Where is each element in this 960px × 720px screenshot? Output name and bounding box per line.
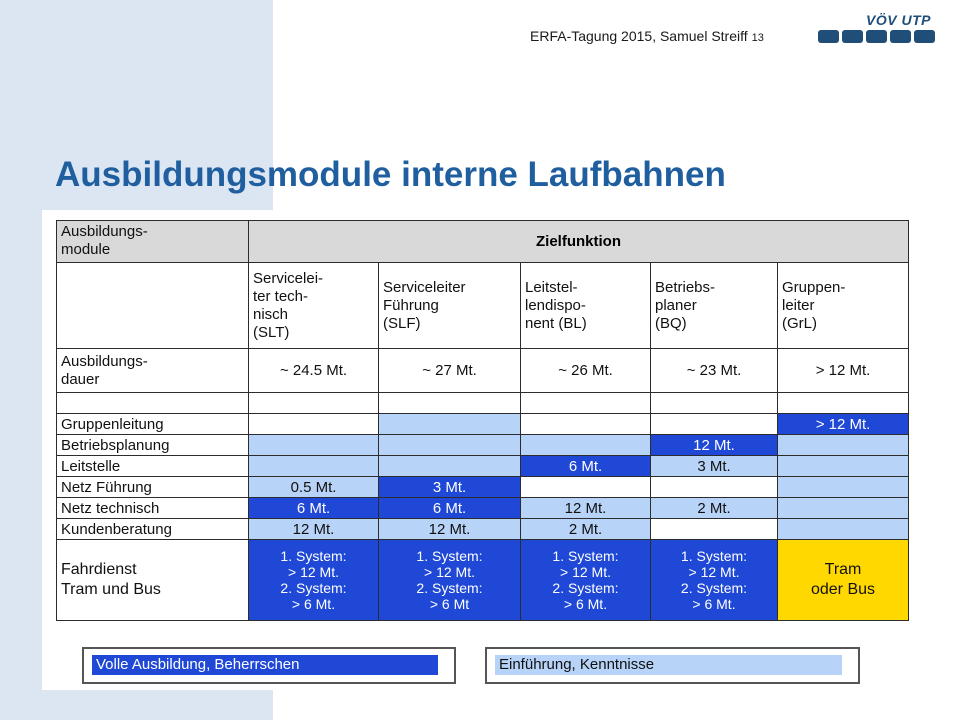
- module-cell: [379, 435, 521, 456]
- column-header-text: Serviceleiter Führung (SLF): [383, 278, 466, 332]
- duration-cell: [379, 349, 521, 393]
- logo-bar: [866, 30, 887, 43]
- spacer-cell: [521, 393, 651, 414]
- module-cell-value: 6 Mt.: [568, 457, 603, 475]
- module-cell: [249, 435, 379, 456]
- module-cell: [651, 519, 778, 540]
- module-cell: [521, 477, 651, 498]
- column-header-text: Leitstel- lendispo- nent (BL): [525, 278, 587, 332]
- fahrdienst-cell: [379, 540, 521, 621]
- module-cell: [651, 435, 778, 456]
- module-cell-value: 2 Mt.: [568, 520, 603, 538]
- fahrdienst-cell: [249, 540, 379, 621]
- duration-row: [57, 349, 909, 393]
- module-row: [57, 435, 909, 456]
- duration-cell: [249, 349, 379, 393]
- spacer-row: [57, 393, 909, 414]
- logo: [866, 12, 931, 28]
- module-label: [57, 456, 249, 477]
- table-area: [42, 210, 933, 690]
- column-header-bl: [521, 263, 651, 349]
- module-cell: [651, 414, 778, 435]
- module-cell: [379, 456, 521, 477]
- spacer-cell: [651, 393, 778, 414]
- module-cell: [379, 519, 521, 540]
- column-header-row: [57, 263, 909, 349]
- column-header-text: Servicelei- ter tech- nisch (SLT): [253, 269, 324, 341]
- logo-bar: [914, 30, 935, 43]
- fahrdienst-cell-text: 1. System: > 12 Mt. 2. System: > 6 Mt.: [280, 548, 347, 612]
- duration-value: ~ 26 Mt.: [558, 362, 613, 379]
- module-label-text: Kundenberatung: [61, 520, 172, 538]
- module-cell-value: 12 Mt.: [693, 436, 735, 454]
- module-cell: [521, 498, 651, 519]
- fahrdienst-label-text: Fahrdienst Tram und Bus: [61, 561, 161, 598]
- module-label: [57, 435, 249, 456]
- legend-full: [82, 647, 456, 684]
- fahrdienst-cell-text: 1. System: > 12 Mt. 2. System: > 6 Mt.: [552, 548, 619, 612]
- fahrdienst-row: [57, 540, 909, 621]
- module-cell: [521, 456, 651, 477]
- slide-title: Ausbildungsmodule interne Laufbahnen: [55, 155, 726, 194]
- module-label-text: Netz Führung: [61, 478, 152, 496]
- column-header-grl: [778, 263, 909, 349]
- module-cell: [778, 435, 909, 456]
- module-cell: [249, 498, 379, 519]
- module-row: [57, 498, 909, 519]
- module-cell: [249, 519, 379, 540]
- module-label: [57, 498, 249, 519]
- module-cell: [521, 435, 651, 456]
- fahrdienst-cell-text: 1. System: > 12 Mt. 2. System: > 6 Mt.: [680, 548, 748, 612]
- module-label-text: Leitstelle: [61, 457, 121, 475]
- module-cell: [249, 477, 379, 498]
- logo-bar: [818, 30, 839, 43]
- module-cell-value: 6 Mt.: [432, 499, 467, 517]
- module-cell: [778, 477, 909, 498]
- module-cell: [379, 477, 521, 498]
- module-cell: [651, 477, 778, 498]
- column-header-text: Betriebs- planer (BQ): [655, 278, 716, 332]
- spacer-cell: [379, 393, 521, 414]
- legend-full-swatch: [92, 655, 438, 675]
- module-cell: [778, 414, 909, 435]
- header-event-text: [530, 28, 764, 44]
- spacer-cell: [57, 393, 249, 414]
- module-cell-value: 12 Mt.: [428, 520, 471, 538]
- column-header-slt: [249, 263, 379, 349]
- corner-label: [57, 221, 249, 263]
- module-cell-value: 2 Mt.: [697, 499, 731, 517]
- fahrdienst-cell: [651, 540, 778, 621]
- fahrdienst-cell-text: Tram oder Bus: [810, 561, 876, 598]
- module-cell-value: 3 Mt.: [697, 457, 731, 475]
- corner-label-text: Ausbildungs- module: [61, 223, 148, 258]
- module-cell-value: > 12 Mt.: [815, 415, 871, 433]
- table-header-row: [57, 221, 909, 263]
- duration-value: ~ 23 Mt.: [686, 362, 742, 379]
- fahrdienst-cell-text: 1. System: > 12 Mt. 2. System: > 6 Mt: [416, 548, 483, 612]
- logo-bar: [890, 30, 911, 43]
- module-row: [57, 519, 909, 540]
- spacer-cell: [778, 393, 909, 414]
- target-function-header: [249, 221, 909, 263]
- fahrdienst-cell: [521, 540, 651, 621]
- module-row: [57, 414, 909, 435]
- module-cell: [249, 456, 379, 477]
- module-label-text: Gruppenleitung: [61, 415, 164, 433]
- module-cell: [521, 519, 651, 540]
- module-label: [57, 477, 249, 498]
- module-cell-value: 12 Mt.: [292, 520, 335, 538]
- legend-light: [485, 647, 860, 684]
- legend-full-label: Volle Ausbildung, Beherrschen: [96, 656, 300, 673]
- duration-label-text: Ausbildungs- dauer: [61, 352, 148, 388]
- training-modules-table: [56, 220, 909, 621]
- module-cell: [778, 498, 909, 519]
- column-header-slf: [379, 263, 521, 349]
- module-cell-value: 3 Mt.: [432, 478, 467, 496]
- module-label-text: Netz technisch: [61, 499, 160, 517]
- module-label: [57, 414, 249, 435]
- duration-cell: [778, 349, 909, 393]
- duration-cell: [651, 349, 778, 393]
- logo-bar: [842, 30, 863, 43]
- spacer-cell: [249, 393, 379, 414]
- module-label-text: Betriebsplanung: [61, 436, 170, 454]
- column-header-bq: [651, 263, 778, 349]
- module-cell: [521, 414, 651, 435]
- module-cell: [778, 456, 909, 477]
- duration-value: ~ 24.5 Mt.: [279, 362, 348, 379]
- duration-label: [57, 349, 249, 393]
- module-cell: [778, 519, 909, 540]
- module-cell: [651, 498, 778, 519]
- page-number: 13: [751, 32, 764, 44]
- module-cell: [249, 414, 379, 435]
- duration-value: ~ 27 Mt.: [422, 362, 477, 379]
- target-function-text: Zielfunktion: [536, 233, 621, 250]
- module-row: [57, 456, 909, 477]
- module-cell-value: 12 Mt.: [564, 499, 607, 517]
- fahrdienst-label: [57, 540, 249, 621]
- legend-light-swatch: [495, 655, 842, 675]
- module-cell-value: 0.5 Mt.: [290, 478, 337, 496]
- event-text: ERFA-Tagung 2015, Samuel Streiff: [530, 28, 748, 44]
- duration-cell: [521, 349, 651, 393]
- logo-text: VÖV UTP: [866, 12, 931, 28]
- module-cell: [651, 456, 778, 477]
- legend-light-label: Einführung, Kenntnisse: [499, 656, 655, 673]
- module-row: [57, 477, 909, 498]
- column-header-text: Gruppen- leiter (GrL): [782, 278, 846, 332]
- module-label: [57, 519, 249, 540]
- module-cell-value: 6 Mt.: [296, 499, 331, 517]
- empty-header-cell: [57, 263, 249, 349]
- fahrdienst-cell: [778, 540, 909, 621]
- duration-value: > 12 Mt.: [815, 362, 871, 379]
- logo-bars: [818, 30, 935, 43]
- module-cell: [379, 498, 521, 519]
- module-cell: [379, 414, 521, 435]
